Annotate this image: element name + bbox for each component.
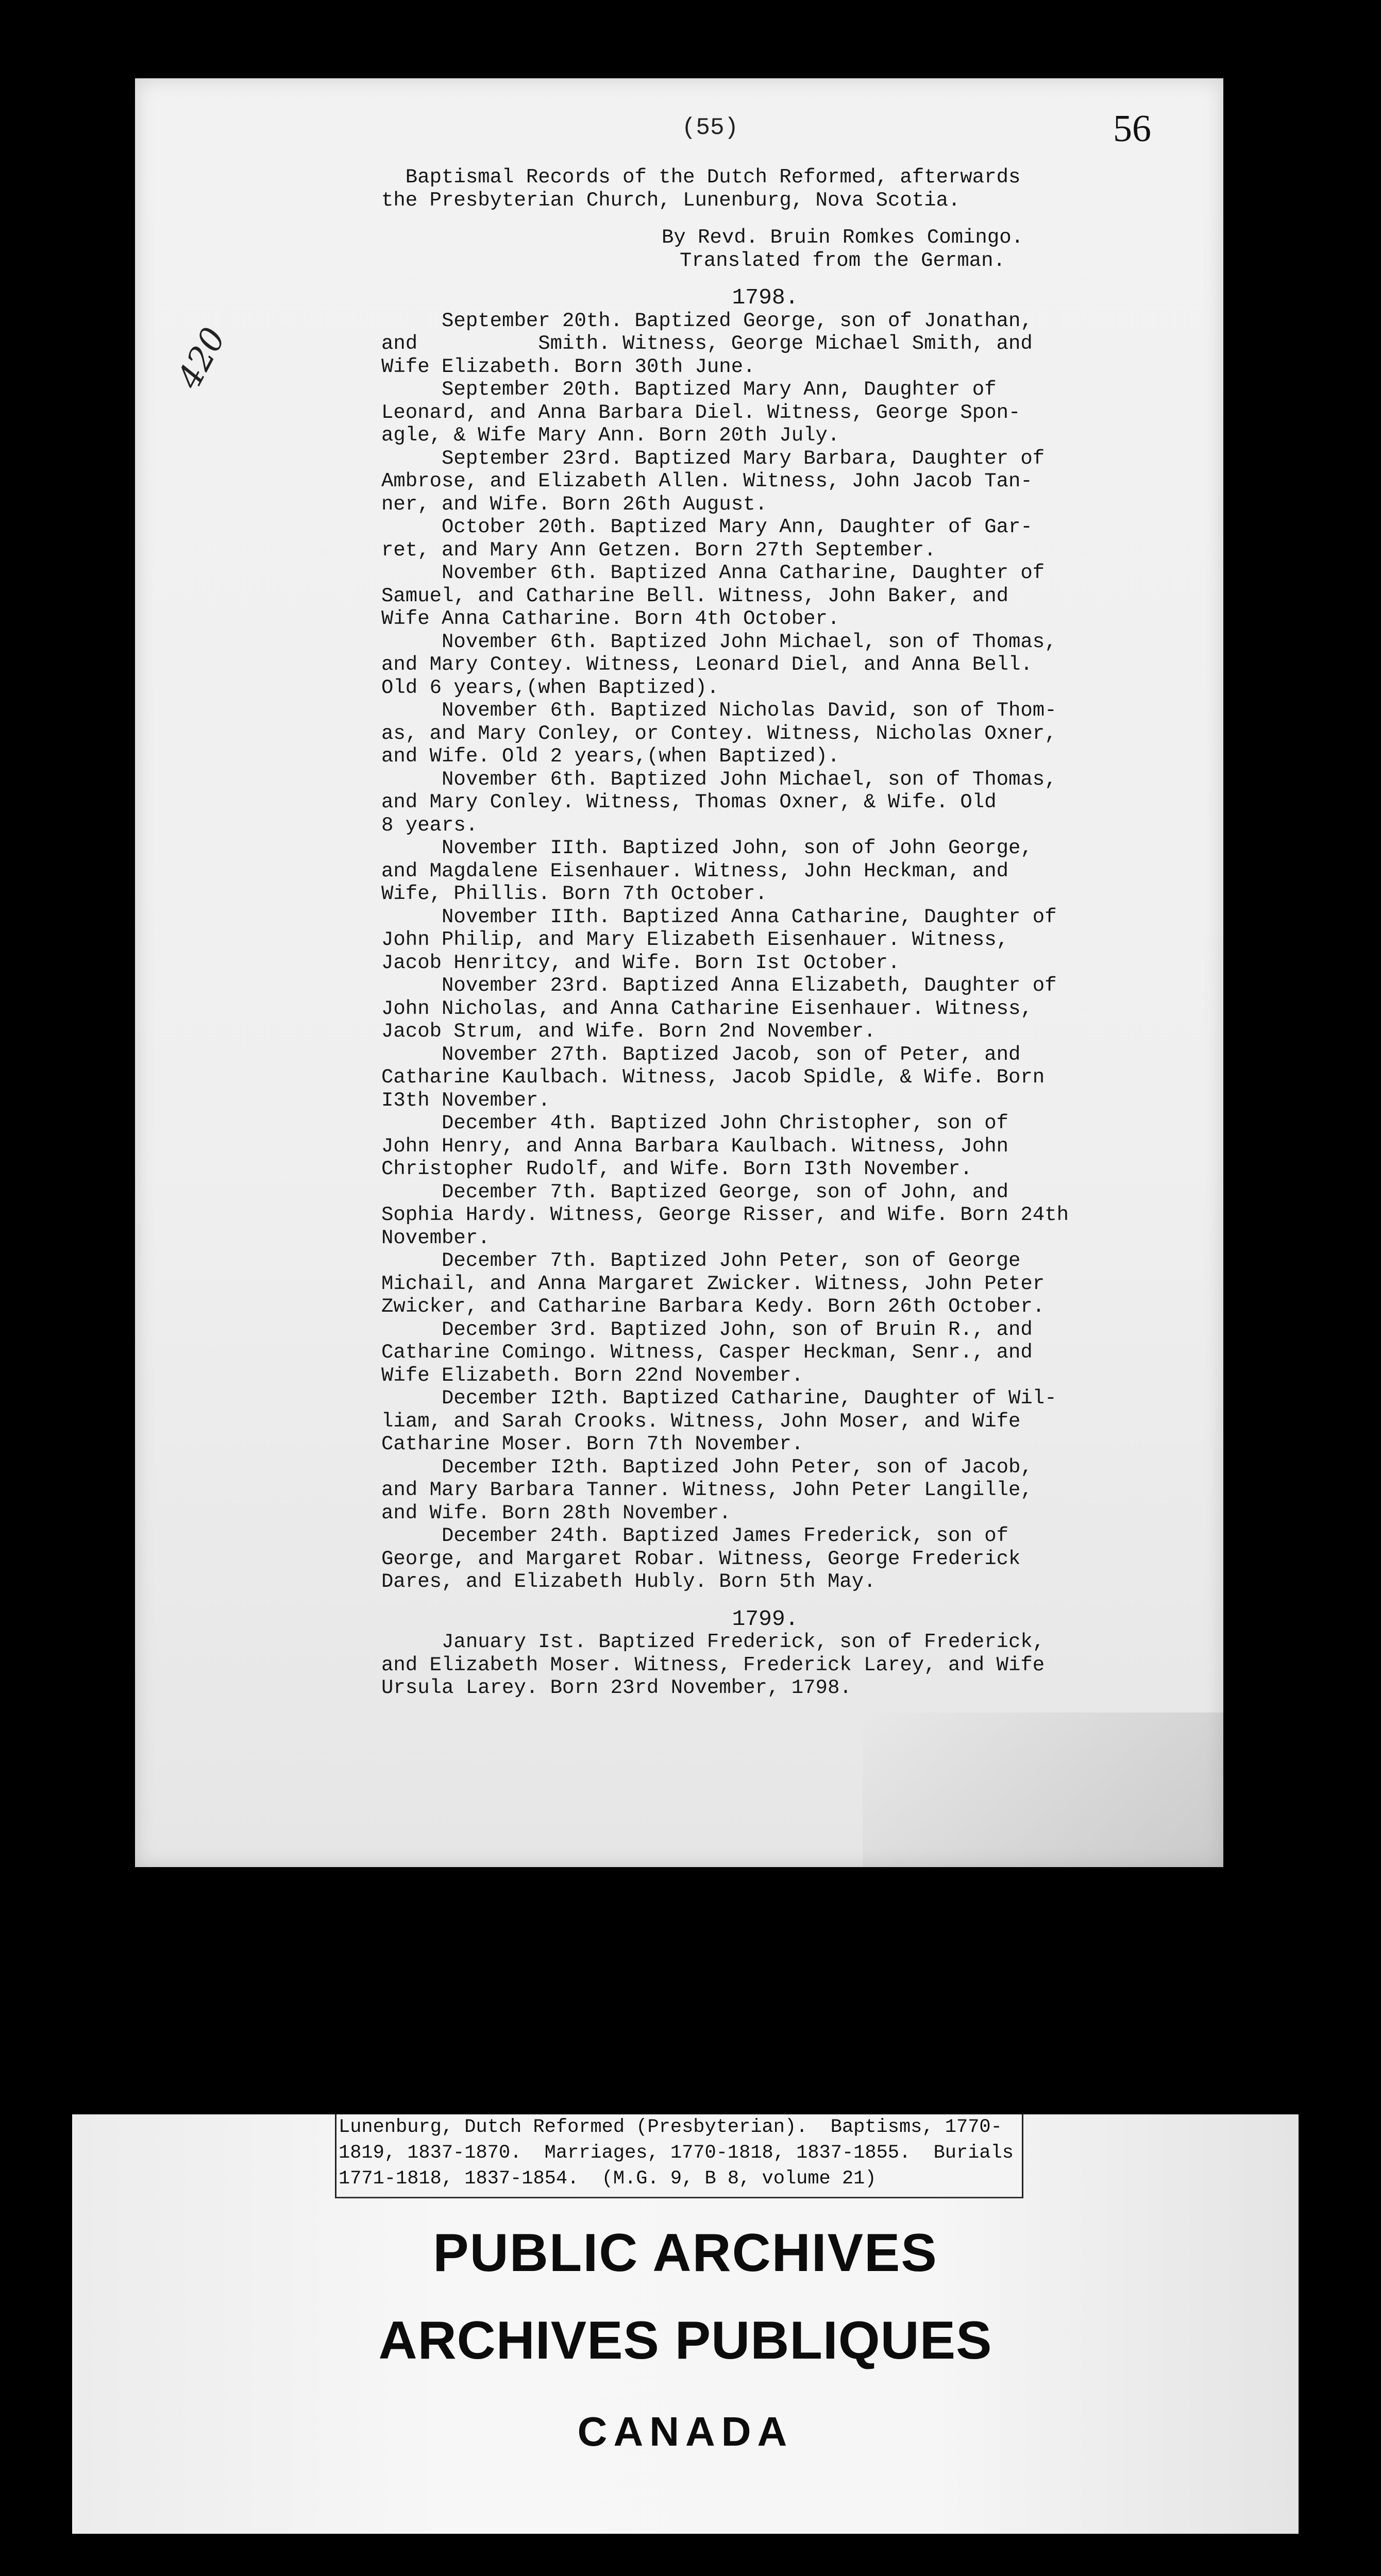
record-line: Wife Anna Catharine. Born 4th October. (381, 607, 840, 630)
record-line: and Smith. Witness, George Michael Smith, and (381, 332, 1033, 355)
record-line: Christopher Rudolf, and Wife. Born I3th November. (381, 1158, 972, 1180)
record-line: December 3rd. Baptized John, son of Bruin R., and (381, 1318, 1033, 1341)
record-line: and Wife. Born 28th November. (381, 1501, 731, 1524)
title-line: Baptismal Records of the Dutch Reformed, afterwards (381, 166, 1021, 189)
archives-label-french: ARCHIVES PUBLIQUES (378, 2311, 992, 2370)
record-line: December 7th. Baptized John Peter, son of George (381, 1249, 1021, 1272)
record-line: George, and Margaret Robar. Witness, George Frederick (381, 1547, 1021, 1570)
record-line: October 20th. Baptized Mary Ann, Daughter of Gar- (381, 516, 1033, 538)
page-number-parenthetical: (55) (681, 114, 739, 141)
record-line: Dares, and Elizabeth Hubly. Born 5th May. (381, 1570, 876, 1593)
record-line: November 6th. Baptized John Michael, son of Thomas, (381, 630, 1057, 653)
record-line: and Elizabeth Moser. Witness, Frederick Larey, and Wife (381, 1653, 1045, 1676)
page-number: 56 (1113, 108, 1151, 150)
record-line: Jacob Strum, and Wife. Born 2nd November. (381, 1020, 876, 1043)
title-line: the Presbyterian Church, Lunenburg, Nova Scotia. (381, 189, 961, 212)
record-line: and Magdalene Eisenhauer. Witness, John Heckman, and (381, 859, 1008, 883)
record-line: September 20th. Baptized Mary Ann, Daughter of (381, 378, 997, 401)
record-line: liam, and Sarah Crooks. Witness, John Moser, and Wife (381, 1410, 1021, 1433)
record-line: November 6th. Baptized Nicholas David, son of Thom- (381, 699, 1057, 722)
author-line: By Revd. Bruin Romkes Comingo. (661, 226, 1024, 249)
record-line: and Mary Conley. Witness, Thomas Oxner, & Wife. Old (381, 791, 997, 814)
collection-line: Lunenburg, Dutch Reformed (Presbyterian). Baptisms, 1770- (339, 2116, 1002, 2138)
record-line: September 23rd. Baptized Mary Barbara, Daughter of (381, 447, 1045, 470)
record-line: Samuel, and Catharine Bell. Witness, John Baker, and (381, 584, 1008, 607)
record-line: agle, & Wife Mary Ann. Born 20th July. (381, 424, 840, 447)
record-line: Old 6 years,(when Baptized). (381, 676, 719, 699)
document-page (135, 78, 1223, 1867)
record-line: John Henry, and Anna Barbara Kaulbach. Witness, John (381, 1134, 1008, 1158)
record-line: November 6th. Baptized Anna Catharine, Daughter of (381, 562, 1045, 584)
page-shadow (863, 1713, 1223, 1867)
record-line: November IIth. Baptized John, son of John George, (381, 837, 1033, 859)
record-line: John Nicholas, and Anna Catharine Eisenhauer. Witness, (381, 997, 1033, 1020)
record-line: Catharine Moser. Born 7th November. (381, 1433, 804, 1455)
collection-line: 1819, 1837-1870. Marriages, 1770-1818, 1837-1855. Burials (339, 2142, 1014, 2164)
record-line: Ursula Larey. Born 23rd November, 1798. (381, 1676, 852, 1699)
record-line: Sophia Hardy. Witness, George Risser, and Wife. Born 24th (381, 1204, 1069, 1226)
record-text (381, 166, 1304, 1700)
record-line: November 27th. Baptized Jacob, son of Peter, and (381, 1043, 1021, 1066)
record-line: November IIth. Baptized Anna Catharine, Daughter of (381, 905, 1057, 928)
record-line: and Mary Contey. Witness, Leonard Diel, and Anna Bell. (381, 653, 1033, 676)
year-heading-1799: 1799. (732, 1606, 799, 1632)
record-line: September 20th. Baptized George, son of Jonathan, (381, 309, 1033, 332)
record-line: Catharine Comingo. Witness, Casper Heckman, Senr., and (381, 1341, 1033, 1364)
record-line: December I2th. Baptized John Peter, son of Jacob, (381, 1455, 1033, 1479)
entries-1799 (381, 1631, 1304, 1700)
archives-label-country: CANADA (577, 2409, 794, 2454)
record-line: Wife Elizabeth. Born 30th June. (381, 355, 755, 378)
translation-line: Translated from the German. (680, 249, 1005, 272)
collection-description-strip (335, 2114, 1023, 2198)
record-line: January Ist. Baptized Frederick, son of Frederick, (381, 1631, 1045, 1653)
record-line: Zwicker, and Catharine Barbara Kedy. Born 26th October. (381, 1295, 1045, 1318)
record-line: and Wife. Old 2 years,(when Baptized). (381, 745, 840, 768)
record-line: Michail, and Anna Margaret Zwicker. Witness, John Peter (381, 1272, 1045, 1295)
entries-1798 (381, 310, 1304, 1594)
record-line: November 6th. Baptized John Michael, son of Thomas, (381, 768, 1057, 791)
record-line: as, and Mary Conley, or Contey. Witness, Nicholas Oxner, (381, 722, 1057, 745)
record-line: ner, and Wife. Born 26th August. (381, 493, 767, 516)
record-line: Wife, Phillis. Born 7th October. (381, 883, 767, 905)
record-line: December 4th. Baptized John Christopher, son of (381, 1112, 1008, 1134)
record-line: December 7th. Baptized George, son of John, and (381, 1180, 1008, 1204)
record-line: November 23rd. Baptized Anna Elizabeth, Daughter of (381, 974, 1057, 997)
record-line: ret, and Mary Ann Getzen. Born 27th September. (381, 538, 936, 562)
record-line: John Philip, and Mary Elizabeth Eisenhauer. Witness, (381, 928, 1008, 951)
collection-line: 1771-1818, 1837-1854. (M.G. 9, B 8, volume 21) (339, 2168, 877, 2190)
record-line: November. (381, 1226, 490, 1249)
record-line: 8 years. (381, 814, 478, 837)
archive-label-card (72, 2114, 1299, 2534)
record-line: Ambrose, and Elizabeth Allen. Witness, John Jacob Tan- (381, 470, 1033, 493)
record-line: Leonard, and Anna Barbara Diel. Witness, George Spon- (381, 401, 1021, 424)
record-line: I3th November. (381, 1089, 550, 1112)
record-line: Jacob Henritcy, and Wife. Born Ist October. (381, 951, 900, 974)
archives-label-english: PUBLIC ARCHIVES (433, 2223, 938, 2283)
record-line: December 24th. Baptized James Frederick, son of (381, 1524, 1008, 1547)
record-line: and Mary Barbara Tanner. Witness, John Peter Langille, (381, 1479, 1033, 1501)
record-line: Wife Elizabeth. Born 22nd November. (381, 1364, 804, 1387)
record-line: December I2th. Baptized Catharine, Daughter of Wil- (381, 1387, 1057, 1410)
record-line: Catharine Kaulbach. Witness, Jacob Spidle, & Wife. Born (381, 1066, 1045, 1089)
year-heading-1798: 1798. (732, 285, 799, 310)
handwritten-margin-note: 420 (170, 321, 233, 395)
